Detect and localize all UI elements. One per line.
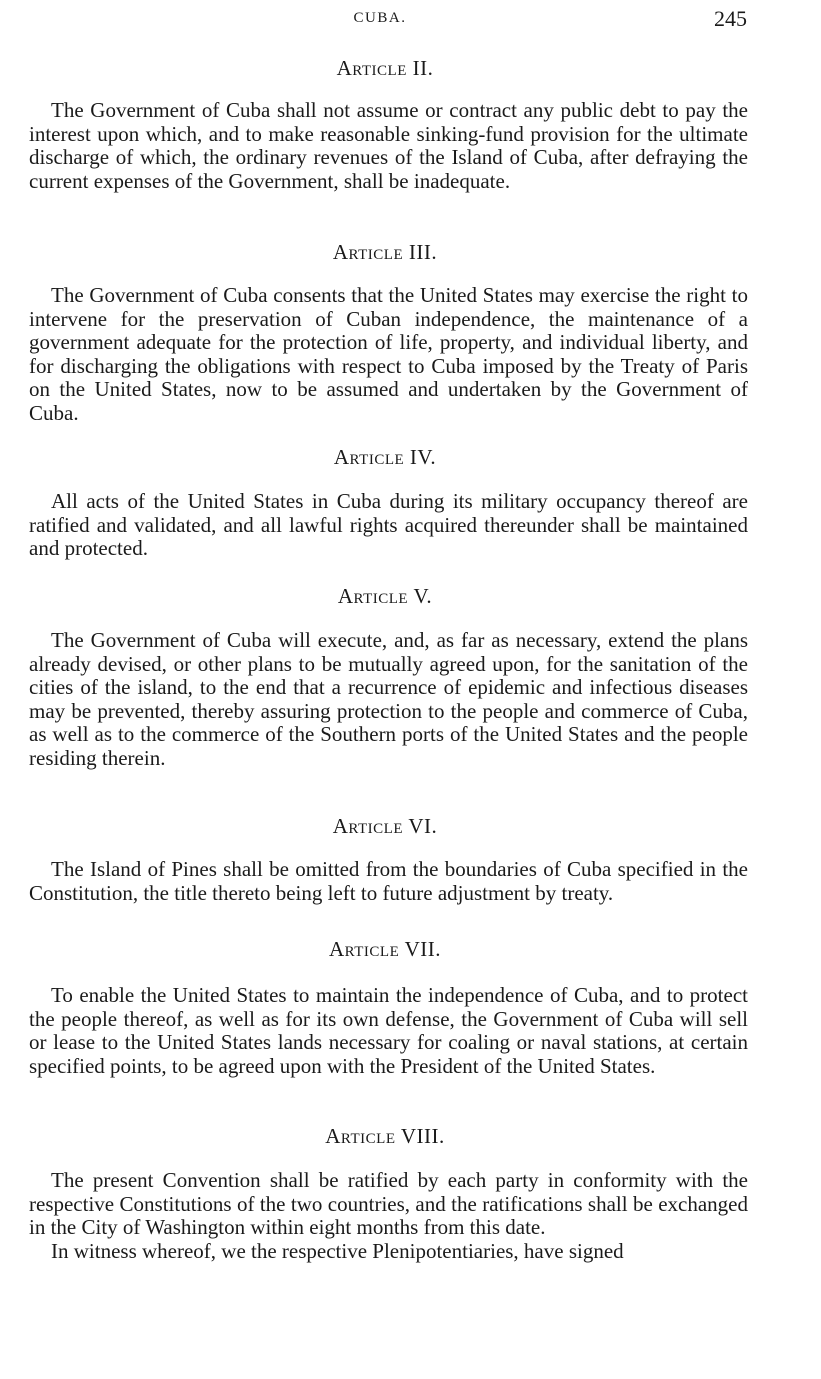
article-6-paragraph: The Island of Pines shall be omitted from the boundaries of Cuba specified in the Constitution, the title thereto being left to future adjustment by treaty.	[29, 857, 748, 905]
article-5-paragraph: The Government of Cuba will execute, and, as far as necessary, extend the plans already devised, or other plans to be mutually agreed upon, for the sanitation of the cities of the island, to the end that a recurrence of epidemic and infectious diseases may be prevented, thereby assuring protection to the people and commerce of Cuba, as well as to the commerce of the Southern ports of the United States and the people residing therein.	[29, 628, 748, 770]
running-head	[0, 6, 821, 32]
article-3-paragraph: The Government of Cuba consents that the United States may exercise the right to intervene for the preservation of Cuban independence, the maintenance of a government adequate for the protection of life, property, and individual liberty, and for discharging the obligations with respect to Cuba imposed by the Treaty of Paris on the United States, now to be assumed and undertaken by the Government of Cuba.	[29, 283, 748, 425]
in-witness-paragraph: In witness whereof, we the respective Plenipotentiaries, have signed	[51, 1238, 624, 1263]
article-8-body	[29, 1169, 748, 1263]
article-8-paragraph: The present Convention shall be ratified by each party in conformity with the respective Constitutions of the two countries, and the ratifications shall be exchanged in the City of Washington within eight months from this date.	[29, 1168, 748, 1239]
article-3-body	[29, 284, 748, 425]
article-5-body	[29, 629, 748, 770]
article-4-paragraph: All acts of the United States in Cuba during its military occupancy thereof are ratified and validated, and all lawful rights acquired thereunder shall be maintained and protected.	[29, 489, 748, 560]
article-6-heading: Article VI.	[332, 814, 438, 838]
article-7-body	[29, 984, 748, 1078]
article-2-heading: Article II.	[336, 56, 434, 80]
running-title: CUBA.	[353, 10, 407, 26]
article-7-paragraph: To enable the United States to maintain the independence of Cuba, and to protect the people thereof, as well as for its own defense, the Government of Cuba will sell or lease to the United States lands necessary for coaling or naval stations, at certain specified points, to be agreed upon with the President of the United States.	[29, 983, 748, 1078]
page-number: 245	[714, 6, 747, 31]
article-3-heading: Article III.	[332, 240, 438, 264]
article-4-body	[29, 490, 748, 561]
article-8-heading: Article VIII.	[325, 1124, 445, 1148]
article-2-paragraph: The Government of Cuba shall not assume or contract any public debt to pay the interest upon which, and to make reasonable sinking-fund provision for the ultimate discharge of which, the ordinary revenues of the Island of Cuba, after defraying the current expenses of the Government, shall be inadequate.	[29, 98, 748, 193]
article-6-body	[29, 858, 748, 905]
article-5-heading: Article V.	[337, 584, 433, 608]
article-7-heading: Article VII.	[328, 937, 442, 961]
article-4-heading: Article IV.	[333, 445, 437, 469]
article-2-body	[29, 99, 748, 193]
